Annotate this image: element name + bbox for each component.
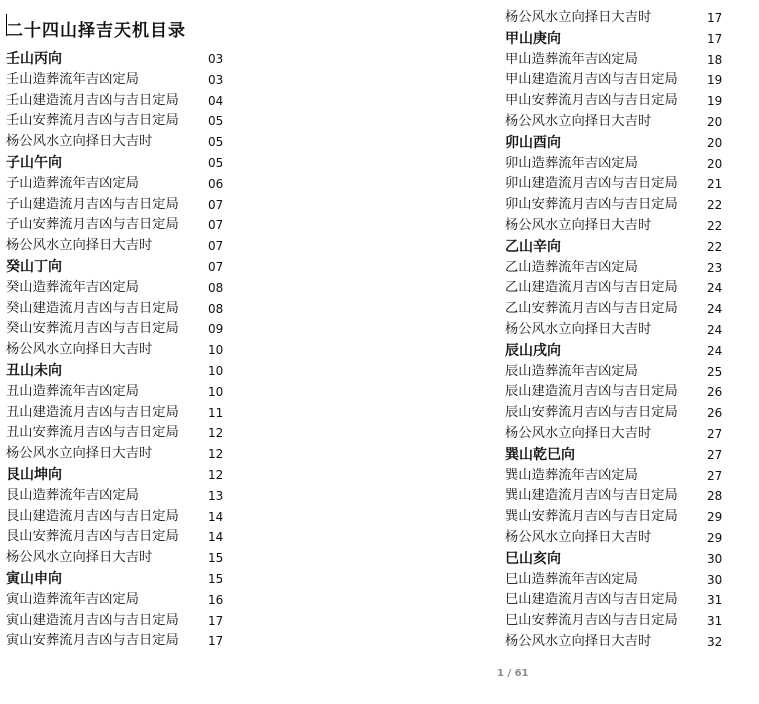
toc-entry[interactable] <box>6 174 251 195</box>
toc-entry-label: 巽山造葬流年吉凶定局 <box>505 467 638 483</box>
toc-entry-label: 寅山建造流月吉凶与吉日定局 <box>6 612 179 628</box>
toc-entry[interactable] <box>505 320 745 341</box>
toc-entry-label: 丑山未向 <box>6 362 62 379</box>
toc-page-number: 12 <box>208 426 224 441</box>
toc-entry-label: 甲山安葬流月吉凶与吉日定局 <box>505 93 678 109</box>
toc-page-number: 10 <box>208 343 224 358</box>
toc-page-number: 14 <box>208 509 224 524</box>
toc-entry-label: 癸山丁向 <box>6 258 62 275</box>
toc-page-number: 15 <box>208 551 224 566</box>
toc-entry-label: 杨公风水立向择日大吉时 <box>505 10 652 25</box>
toc-entry-label: 辰山建造流月吉凶与吉日定局 <box>505 384 678 400</box>
toc-page-number: 04 <box>208 93 224 108</box>
toc-entry-label: 丑山造葬流年吉凶定局 <box>6 383 139 399</box>
toc-page-number: 12 <box>208 467 224 482</box>
toc-page-number: 29 <box>707 510 723 525</box>
toc-page-number: 11 <box>208 405 224 420</box>
toc-entry-label: 寅山申向 <box>6 570 62 587</box>
toc-entry-label: 壬山丙向 <box>6 51 62 67</box>
toc-entry[interactable] <box>6 403 251 424</box>
toc-page-number: 08 <box>208 301 224 316</box>
toc-entry-label: 杨公风水立向择日大吉时 <box>505 217 652 233</box>
toc-entry[interactable] <box>505 507 745 528</box>
toc-page-number: 19 <box>707 94 723 109</box>
toc-entry-label: 丑山建造流月吉凶与吉日定局 <box>6 404 179 420</box>
toc-page-number: 25 <box>707 364 723 379</box>
toc-section-heading[interactable] <box>505 549 745 570</box>
toc-page-number: 03 <box>208 52 224 66</box>
toc-section-heading[interactable] <box>6 153 251 174</box>
toc-entry-label: 卯山建造流月吉凶与吉日定局 <box>505 176 678 192</box>
toc-entry-label: 辰山戌向 <box>505 342 561 359</box>
toc-entry-label: 壬山造葬流年吉凶定局 <box>6 71 139 87</box>
toc-entry[interactable] <box>6 507 251 528</box>
toc-entry-label: 巽山乾巳向 <box>505 446 575 463</box>
toc-entry[interactable] <box>505 299 745 320</box>
toc-entry-label: 巳山安葬流月吉凶与吉日定局 <box>505 613 678 629</box>
toc-entry[interactable] <box>505 611 745 632</box>
toc-entry[interactable] <box>6 236 251 257</box>
toc-entry-label: 癸山安葬流月吉凶与吉日定局 <box>6 321 179 337</box>
toc-entry[interactable] <box>6 340 251 361</box>
toc-entry-label: 子山安葬流月吉凶与吉日定局 <box>6 217 179 233</box>
toc-page-number: 06 <box>208 176 224 191</box>
toc-entry-label: 癸山造葬流年吉凶定局 <box>6 279 139 295</box>
toc-entry[interactable] <box>6 319 251 340</box>
toc-entry[interactable] <box>6 611 251 632</box>
toc-entry[interactable] <box>6 444 251 465</box>
toc-entry[interactable] <box>505 216 745 237</box>
toc-page-number: 31 <box>707 614 723 629</box>
toc-entry[interactable] <box>6 423 251 444</box>
toc-entry[interactable] <box>505 195 745 216</box>
toc-entry-label: 巽山安葬流月吉凶与吉日定局 <box>505 509 678 525</box>
toc-page-number: 10 <box>208 363 224 378</box>
toc-entry-label: 杨公风水立向择日大吉时 <box>505 113 652 129</box>
toc-entry-label: 杨公风水立向择日大吉时 <box>6 134 153 150</box>
toc-section-heading[interactable] <box>6 257 251 278</box>
toc-entry-label: 巳山造葬流年吉凶定局 <box>505 571 638 587</box>
toc-page-number: 10 <box>208 384 224 399</box>
toc-page-number: 22 <box>707 218 723 233</box>
toc-page-number: 20 <box>707 114 723 129</box>
toc-entry[interactable] <box>505 8 745 29</box>
toc-page-number: 24 <box>707 302 723 317</box>
toc-entry[interactable] <box>505 91 745 112</box>
toc-entry-label: 丑山安葬流月吉凶与吉日定局 <box>6 425 179 441</box>
toc-page-number: 26 <box>707 406 723 421</box>
toc-entry[interactable] <box>505 258 745 279</box>
toc-entry[interactable] <box>6 299 251 320</box>
toc-entry-label: 巽山建造流月吉凶与吉日定局 <box>505 488 678 504</box>
toc-entry-label: 乙山安葬流月吉凶与吉日定局 <box>505 301 678 317</box>
toc-entry-label: 杨公风水立向择日大吉时 <box>6 446 153 462</box>
toc-entry[interactable] <box>6 70 251 91</box>
toc-entry-label: 杨公风水立向择日大吉时 <box>6 238 153 254</box>
toc-page-number: 22 <box>707 239 723 254</box>
toc-entry-label: 乙山辛向 <box>505 238 561 255</box>
toc-entry-label: 杨公风水立向择日大吉时 <box>505 321 652 337</box>
toc-entry[interactable] <box>6 590 251 611</box>
toc-entry[interactable] <box>505 486 745 507</box>
toc-entry-label: 卯山造葬流年吉凶定局 <box>505 155 638 171</box>
toc-page-number: 24 <box>707 322 723 337</box>
toc-page-number: 05 <box>208 155 224 170</box>
toc-page-number: 17 <box>707 31 723 46</box>
toc-entry-label: 壬山安葬流月吉凶与吉日定局 <box>6 113 179 129</box>
toc-entry-label: 甲山造葬流年吉凶定局 <box>505 51 638 67</box>
toc-page-number: 12 <box>208 447 224 462</box>
toc-page-number: 17 <box>208 613 224 628</box>
toc-page-number: 31 <box>707 593 723 608</box>
toc-page-number: 27 <box>707 426 723 441</box>
toc-page-number: 15 <box>208 571 224 586</box>
toc-entry[interactable] <box>6 132 251 153</box>
toc-entry[interactable] <box>6 195 251 216</box>
toc-entry-label: 癸山建造流月吉凶与吉日定局 <box>6 300 179 316</box>
toc-section-heading[interactable] <box>6 465 251 486</box>
toc-entry[interactable] <box>6 382 251 403</box>
toc-page-number: 05 <box>208 135 224 150</box>
toc-entry[interactable] <box>505 154 745 175</box>
toc-entry[interactable] <box>505 174 745 195</box>
toc-entry-label: 艮山造葬流年吉凶定局 <box>6 487 139 503</box>
toc-entry-label: 乙山建造流月吉凶与吉日定局 <box>505 280 678 296</box>
toc-entry-label: 艮山安葬流月吉凶与吉日定局 <box>6 529 179 545</box>
toc-entry[interactable] <box>6 91 251 112</box>
page-title: 二十四山择吉天机目录 <box>6 21 186 41</box>
toc-page-number: 24 <box>707 281 723 296</box>
toc-entry[interactable] <box>6 111 251 132</box>
toc-entry-label: 杨公风水立向择日大吉时 <box>505 529 652 545</box>
toc-page-number: 30 <box>707 551 723 566</box>
toc-page-number: 20 <box>707 156 723 171</box>
toc-entry-label: 甲山建造流月吉凶与吉日定局 <box>505 72 678 88</box>
toc-entry[interactable] <box>505 278 745 299</box>
toc-section-heading[interactable] <box>505 237 745 258</box>
toc-page-number: 28 <box>707 489 723 504</box>
toc-entry-label: 艮山坤向 <box>6 466 62 483</box>
toc-page-number: 18 <box>707 52 723 67</box>
toc-entry[interactable] <box>505 590 745 611</box>
toc-page-number: 07 <box>208 259 224 274</box>
toc-page-number: 19 <box>707 73 723 88</box>
toc-entry[interactable] <box>6 631 251 652</box>
toc-page-number: 09 <box>208 322 224 337</box>
toc-page-number: 23 <box>707 260 723 275</box>
toc-entry[interactable] <box>6 548 251 569</box>
toc-page-number: 27 <box>707 468 723 483</box>
toc-entry[interactable] <box>505 362 745 383</box>
toc-left-column <box>6 49 251 652</box>
page-indicator: 1 / 61 <box>497 668 529 679</box>
toc-entry-label: 杨公风水立向择日大吉时 <box>505 633 652 649</box>
toc-section-heading[interactable] <box>6 49 251 70</box>
toc-entry[interactable] <box>505 403 745 424</box>
toc-entry[interactable] <box>6 278 251 299</box>
toc-entry-label: 壬山建造流月吉凶与吉日定局 <box>6 92 179 108</box>
toc-entry[interactable] <box>6 215 251 236</box>
toc-entry-label: 巳山亥向 <box>505 550 561 567</box>
toc-page-number: 07 <box>208 197 224 212</box>
toc-entry-label: 辰山安葬流月吉凶与吉日定局 <box>505 405 678 421</box>
toc-entry-label: 辰山造葬流年吉凶定局 <box>505 363 638 379</box>
toc-page-number: 03 <box>208 72 224 87</box>
toc-entry-label: 卯山安葬流月吉凶与吉日定局 <box>505 197 678 213</box>
toc-right-column <box>505 8 745 653</box>
toc-entry-label: 寅山造葬流年吉凶定局 <box>6 591 139 607</box>
toc-page-number: 07 <box>208 239 224 254</box>
toc-page-number: 16 <box>208 592 224 607</box>
toc-page-number: 07 <box>208 218 224 233</box>
toc-section-heading[interactable] <box>505 133 745 154</box>
toc-entry[interactable] <box>505 570 745 591</box>
toc-entry-label: 杨公风水立向择日大吉时 <box>6 342 153 358</box>
toc-page-number: 14 <box>208 530 224 545</box>
toc-entry-label: 巳山建造流月吉凶与吉日定局 <box>505 592 678 608</box>
toc-entry-label: 杨公风水立向择日大吉时 <box>6 550 153 566</box>
toc-page-number: 27 <box>707 447 723 462</box>
toc-entry-label: 寅山安葬流月吉凶与吉日定局 <box>6 633 179 649</box>
toc-page-number: 08 <box>208 280 224 295</box>
toc-entry[interactable] <box>6 527 251 548</box>
toc-page-number: 29 <box>707 530 723 545</box>
toc-entry-label: 子山午向 <box>6 154 62 171</box>
toc-entry-label: 子山建造流月吉凶与吉日定局 <box>6 196 179 212</box>
toc-entry[interactable] <box>6 486 251 507</box>
toc-page-number: 17 <box>707 11 723 25</box>
toc-entry-label: 子山造葬流年吉凶定局 <box>6 175 139 191</box>
toc-entry-label: 杨公风水立向择日大吉时 <box>505 425 652 441</box>
toc-entry[interactable] <box>505 466 745 487</box>
toc-entry[interactable] <box>505 528 745 549</box>
toc-page-number: 22 <box>707 198 723 213</box>
toc-section-heading[interactable] <box>6 361 251 382</box>
toc-page-number: 26 <box>707 385 723 400</box>
toc-page-number: 32 <box>707 634 723 649</box>
toc-entry[interactable] <box>505 70 745 91</box>
toc-entry[interactable] <box>505 632 745 653</box>
toc-entry-label: 甲山庚向 <box>505 30 561 47</box>
toc-entry-label: 乙山造葬流年吉凶定局 <box>505 259 638 275</box>
toc-entry-label: 卯山酉向 <box>505 134 561 151</box>
toc-entry-label: 艮山建造流月吉凶与吉日定局 <box>6 508 179 524</box>
toc-page-number: 20 <box>707 135 723 150</box>
toc-entry[interactable] <box>505 424 745 445</box>
toc-page-number: 17 <box>208 634 224 649</box>
toc-page-number: 24 <box>707 343 723 358</box>
toc-page-number: 13 <box>208 488 224 503</box>
toc-page-number: 05 <box>208 114 224 129</box>
toc-page-number: 30 <box>707 572 723 587</box>
toc-page-number: 21 <box>707 177 723 192</box>
toc-entry[interactable] <box>505 112 745 133</box>
toc-entry[interactable] <box>505 382 745 403</box>
toc-section-heading[interactable] <box>505 341 745 362</box>
toc-section-heading[interactable] <box>6 569 251 590</box>
toc-section-heading[interactable] <box>505 29 745 50</box>
toc-entry[interactable] <box>505 50 745 71</box>
toc-section-heading[interactable] <box>505 445 745 466</box>
